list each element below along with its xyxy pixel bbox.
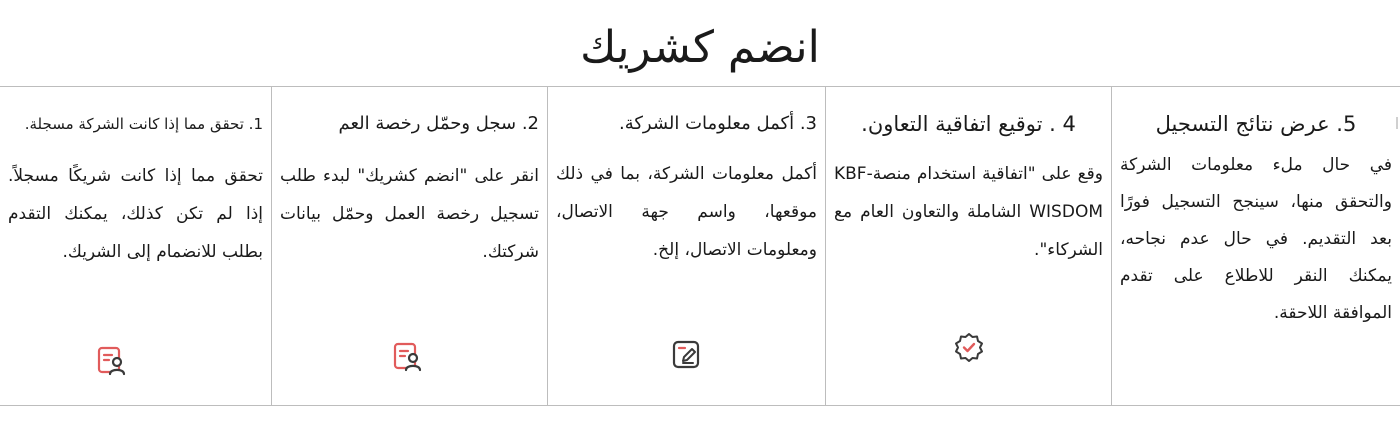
step-5-description: في حال ملء معلومات الشركة والتحقق منها، سينجح التسجيل فورًا بعد التقديم. في حال عدم نجاحه، يمكنك النقر للاطلاع على تقدم الموافقة اللاحقة. [1120,155,1392,323]
page-title: انضم كشريك [580,22,820,73]
person-form-icon [96,345,128,377]
step-4-title: 4 . توقيع اتفاقية التعاون. [861,112,1076,136]
corner-divider-mark [1396,117,1398,129]
step-3-cell [548,87,826,405]
step-3-description: أكمل معلومات الشركة، بما في ذلك موقعها، واسم جهة الاتصال، ومعلومات الاتصال، إلخ. [556,164,817,260]
step-2-title: 2. سجل وحمّل رخصة العم [338,113,539,134]
step-1-description: تحقق مما إذا كانت شريكًا مسجلاً. إذا لم تكن كذلك، يمكنك التقدم بطلب للانضمام إلى الشريك. [8,166,263,262]
step-3-title: 3. أكمل معلومات الشركة. [618,113,817,134]
step-2-cell [272,87,548,405]
steps-table [0,86,1400,406]
step-1-title: 1. تحقق مما إذا كانت الشركة مسجلة. [24,115,263,133]
edit-document-icon [671,339,703,371]
step-2-description: انقر على "انضم كشريك" لبدء طلب تسجيل رخصة العمل وحمّل بيانات شركتك. [280,166,539,262]
step-1-cell [0,87,272,405]
step-5-cell [1112,87,1400,405]
step-4-cell [826,87,1112,405]
person-form-icon [392,341,424,373]
step-5-title: 5. عرض نتائج التسجيل [1155,112,1357,136]
step-4-description: وقع على "اتفاقية استخدام منصةKBF-WISDOM الشاملة والتعاون العام مع الشركاء". [834,164,1103,260]
verified-badge-icon [953,331,985,363]
